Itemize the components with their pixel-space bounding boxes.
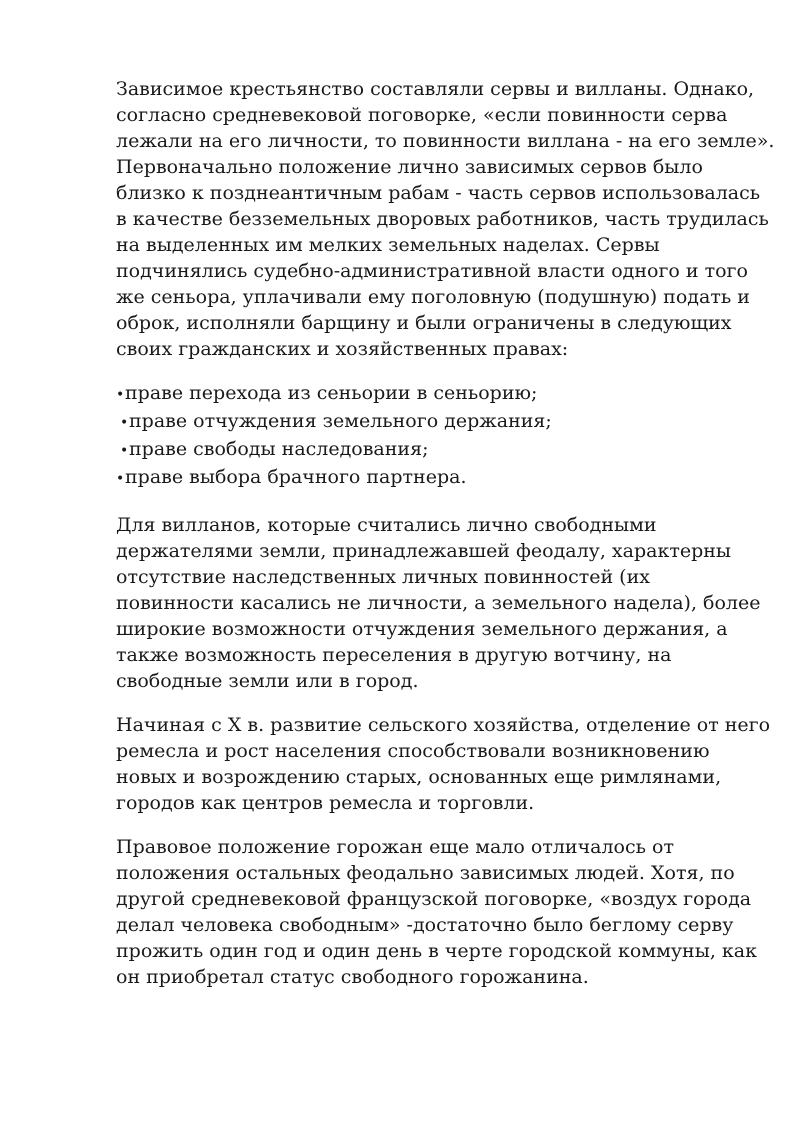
paragraph-townspeople xyxy=(116,834,756,990)
text-line: своих гражданских и хозяйственных правах: xyxy=(116,338,569,360)
text-line: ремесла и рост населения способствовали возникновению xyxy=(116,740,710,762)
bullet-icon: • xyxy=(116,471,125,487)
text-line: Первоначально положение лично зависимых сервов было xyxy=(116,156,703,178)
text-line: лежали на его личности, то повинности виллана - на его земле». xyxy=(116,130,775,152)
text-line: он приобретал статус свободного горожанина. xyxy=(116,966,589,988)
text-line: делал человека свободным» -достаточно было беглому серву xyxy=(116,914,734,936)
text-line: новых и возрождению старых, основанных еще римлянами, xyxy=(116,766,722,788)
list-item xyxy=(116,380,756,408)
bullet-icon: • xyxy=(120,443,129,459)
list-item xyxy=(116,464,756,492)
text-line: близко к позднеантичным рабам - часть сервов использовалась xyxy=(116,182,761,204)
bullet-icon: • xyxy=(116,387,125,403)
text-line: городов как центров ремесла и торговли. xyxy=(116,792,535,814)
paragraph-serfs-villeins xyxy=(116,76,775,362)
text-line: повинности касались не личности, а земельного надела), более xyxy=(116,592,761,614)
text-line: же сеньора, уплачивали ему поголовную (подушную) подать и xyxy=(116,286,750,308)
text-line: также возможность переселения в другую вотчину, на xyxy=(116,644,672,666)
list-item xyxy=(116,436,756,464)
text-line: Правовое положение горожан еще мало отличалось от xyxy=(116,836,674,858)
rights-list xyxy=(116,380,756,492)
document-page xyxy=(116,76,775,1008)
paragraph-villeins xyxy=(116,512,761,694)
list-item-text: праве свободы наследования; xyxy=(129,438,429,460)
list-item-text: праве перехода из сеньории в сеньорию; xyxy=(125,382,538,404)
text-line: оброк, исполняли барщину и были ограничены в следующих xyxy=(116,312,732,334)
text-line: Зависимое крестьянство составляли сервы и вилланы. Однако, xyxy=(116,78,755,100)
text-line: положения остальных феодально зависимых людей. Хотя, по xyxy=(116,862,735,884)
text-line: другой средневековой французской поговорке, «воздух города xyxy=(116,888,752,910)
text-line: отсутствие наследственных личных повинностей (их xyxy=(116,566,650,588)
text-line: Начиная с X в. развитие сельского хозяйства, отделение от него xyxy=(116,714,771,736)
text-line: на выделенных им мелких земельных наделах. Сервы xyxy=(116,234,660,256)
list-item-text: праве отчуждения земельного держания; xyxy=(129,410,552,432)
text-line: согласно средневековой поговорке, «если повинности серва xyxy=(116,104,728,126)
list-item xyxy=(116,408,756,436)
text-line: прожить один год и один день в черте городской коммуны, как xyxy=(116,940,757,962)
paragraph-cities xyxy=(116,712,771,816)
text-line: свободные земли или в город. xyxy=(116,670,419,692)
bullet-icon: • xyxy=(120,415,129,431)
text-line: подчинялись судебно-административной власти одного и того xyxy=(116,260,748,282)
list-item-text: праве выбора брачного партнера. xyxy=(125,466,467,488)
text-line: держателями земли, принадлежавшей феодалу, характерны xyxy=(116,540,732,562)
text-line: широкие возможности отчуждения земельного держания, а xyxy=(116,618,728,640)
text-line: Для вилланов, которые считались лично свободными xyxy=(116,514,657,536)
text-line: в качестве безземельных дворовых работников, часть трудилась xyxy=(116,208,769,230)
